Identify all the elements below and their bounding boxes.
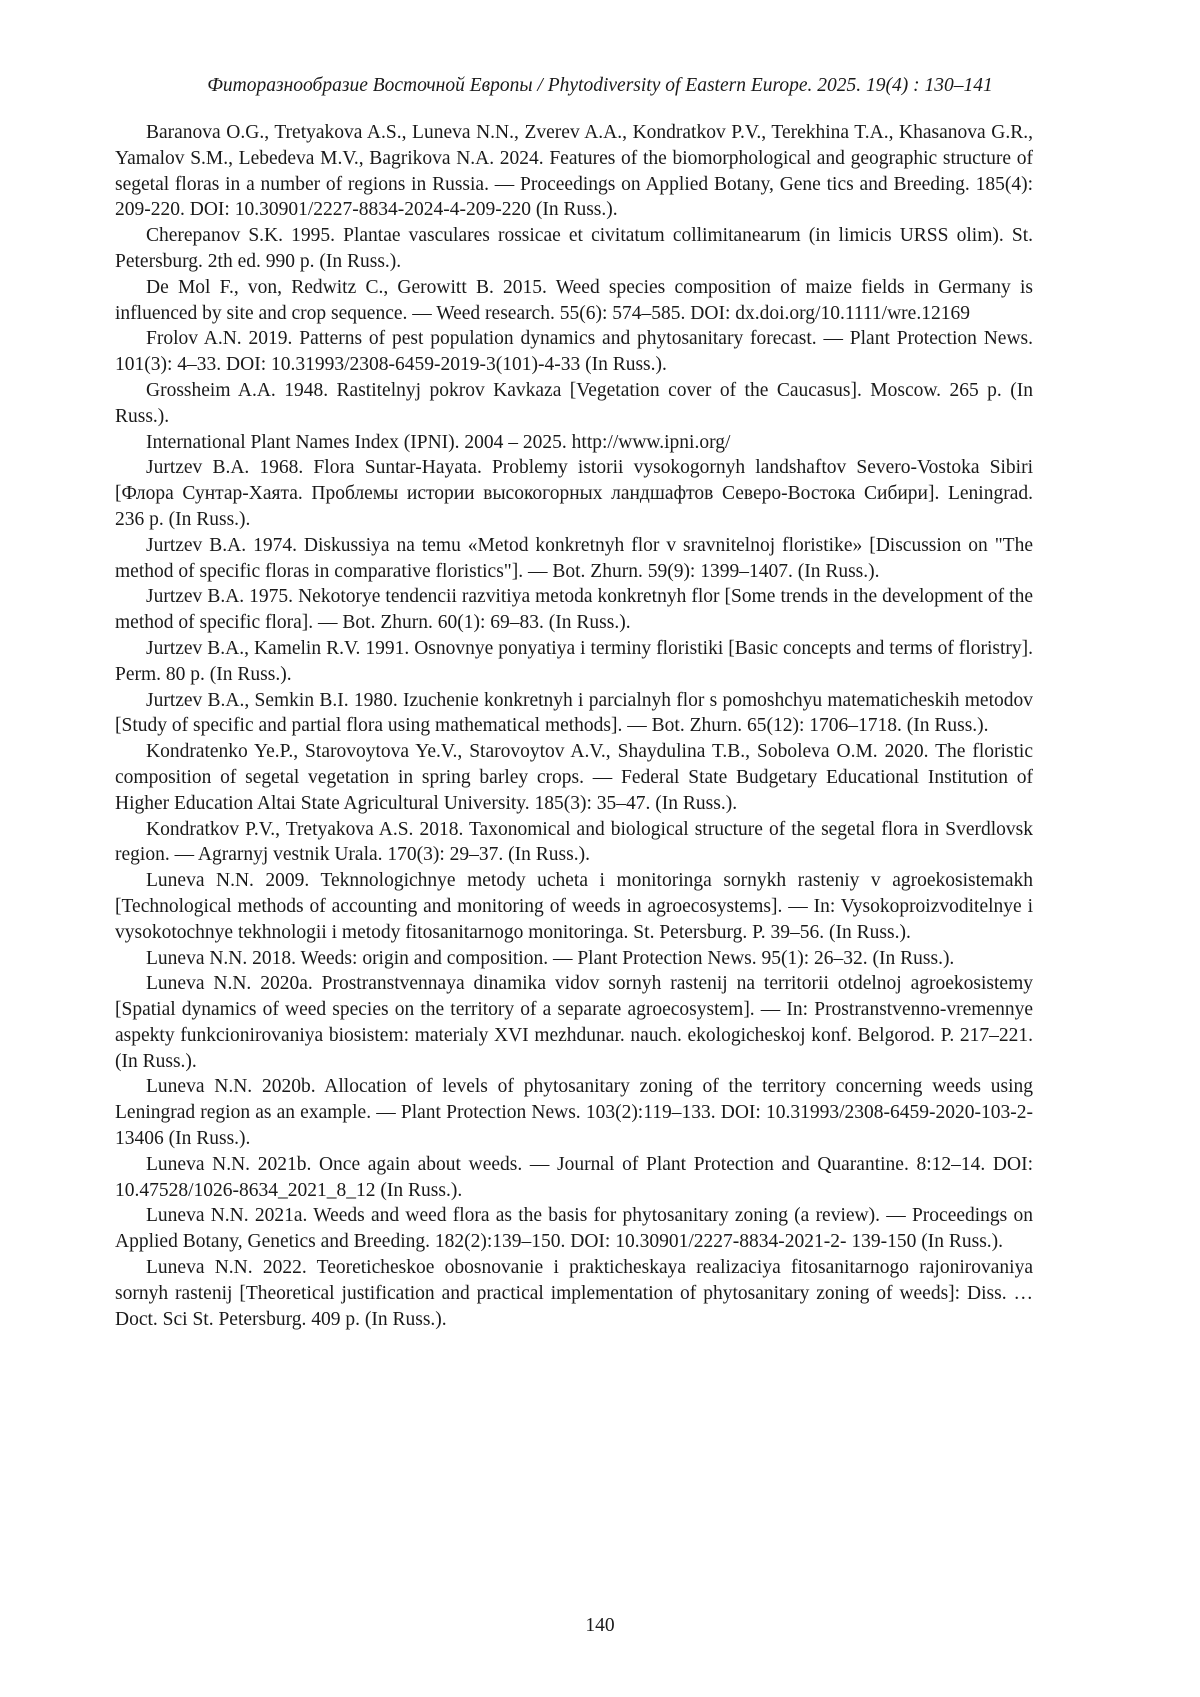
reference-luneva-2021a: Luneva N.N. 2021a. Weeds and weed flora as the basis for phytosanitary zoning (a review). — Proceedings on Applied Botany, Genetics and Breeding. 182(2):139–150. DOI: 10.30901/2227-8834-2021-2- 139-150 (In Russ.). [115, 1203, 1033, 1255]
reference-cherepanov-1995: Cherepanov S.K. 1995. Plantae vasculares rossicae et civitatum collimitanearum (in limicis URSS olim). St. Petersburg. 2th ed. 990 p. (In Russ.). [115, 223, 1033, 275]
reference-luneva-2022: Luneva N.N. 2022. Teoreticheskoe obosnovanie i prakticheskaya realizaciya fitosanitarnogo rajonirovaniya sornyh rastenij [Theoretical justification and practical implementation of phytosanitary zoning of weeds]: Diss. … Doct. Sci St. Petersburg. 409 p. (In Russ.). [115, 1255, 1033, 1332]
reference-de-mol-2015: De Mol F., von, Redwitz C., Gerowitt B. 2015. Weed species composition of maize fields in Germany is influenced by site and crop sequence. — Weed research. 55(6): 574–585. DOI: dx.doi.org/10.1111/wre.12169 [115, 275, 1033, 327]
reference-jurtzev-semkin-1980: Jurtzev B.A., Semkin B.I. 1980. Izuchenie konkretnyh i parcialnyh flor s pomoshchyu matematicheskih metodov [Study of specific and partial flora using mathematical methods]. — Bot. Zhurn. 65(12): 1706–1718. (In Russ.). [115, 688, 1033, 740]
reference-frolov-2019: Frolov A.N. 2019. Patterns of pest population dynamics and phytosanitary forecast. — Plant Protection News. 101(3): 4–33. DOI: 10.31993/2308-6459-2019-3(101)-4-33 (In Russ.). [115, 326, 1033, 378]
reference-kondratkov-2018: Kondratkov P.V., Tretyakova A.S. 2018. Taxonomical and biological structure of the segetal flora in Sverdlovsk region. — Agrarnyj vestnik Urala. 170(3): 29–37. (In Russ.). [115, 817, 1033, 869]
reference-grossheim-1948: Grossheim A.A. 1948. Rastitelnyj pokrov Kavkaza [Vegetation cover of the Caucasus]. Moscow. 265 p. (In Russ.). [115, 378, 1033, 430]
reference-jurtzev-1968: Jurtzev B.A. 1968. Flora Suntar-Hayata. Problemy istorii vysokogornyh landshaftov Severo-Vostoka Sibiri [Флора Сунтар-Хаята. Проблемы истории высокогорных ландшафтов Северо-Востока Сибири]. Leningrad. 236 p. (In Russ.). [115, 455, 1033, 532]
reference-luneva-2021b: Luneva N.N. 2021b. Once again about weeds. — Journal of Plant Protection and Quarantine. 8:12–14. DOI: 10.47528/1026-8634_2021_8_12 (In Russ.). [115, 1152, 1033, 1204]
reference-luneva-2020a: Luneva N.N. 2020a. Prostranstvennaya dinamika vidov sornyh rastenij na territorii otdelnoj agroekosistemy [Spatial dynamics of weed species on the territory of a separate agroecosystem]. — In: Prostranstvenno-vremennye aspekty funkcionirovaniya biosistem: materialy XVI mezhdunar. nauch. ekologicheskoj konf. Belgorod. P. 217–221. (In Russ.). [115, 971, 1033, 1074]
running-header: Фиторазнообразие Восточной Европы / Phytodiversity of Eastern Europe. 2025. 19(4) : 130–141 [0, 74, 1200, 98]
reference-jurtzev-1974: Jurtzev B.A. 1974. Diskussiya na temu «Metod konkretnyh flor v sravnitelnoj floristike» [Discussion on "The method of specific floras in comparative floristics"]. — Bot. Zhurn. 59(9): 1399–1407. (In Russ.). [115, 533, 1033, 585]
page-number: 140 [0, 1614, 1200, 1638]
reference-luneva-2020b: Luneva N.N. 2020b. Allocation of levels of phytosanitary zoning of the territory concerning weeds using Leningrad region as an example. — Plant Protection News. 103(2):119–133. DOI: 10.31993/2308-6459-2020-103-2-13406 (In Russ.). [115, 1074, 1033, 1151]
reference-kondratenko-2020: Kondratenko Ye.P., Starovoytova Ye.V., Starovoytov A.V., Shaydulina T.B., Soboleva O.M. 2020. The floristic composition of segetal vegetation in spring barley crops. — Federal State Budgetary Educational Institution of Higher Education Altai State Agricultural University. 185(3): 35–47. (In Russ.). [115, 739, 1033, 816]
reference-ipni-2025: International Plant Names Index (IPNI). 2004 – 2025. http://www.ipni.org/ [115, 430, 1033, 456]
reference-luneva-2009: Luneva N.N. 2009. Teknnologichnye metody ucheta i monitoringa sornykh rasteniy v agroekosistemakh [Technological methods of accounting and monitoring of weeds in agroecosystems]. — In: Vysokoproizvoditelnye i vysokotochnye tekhnologii i metody fitosanitarnogo monitoringa. St. Petersburg. P. 39–56. (In Russ.). [115, 868, 1033, 945]
reference-luneva-2018: Luneva N.N. 2018. Weeds: origin and composition. — Plant Protection News. 95(1): 26–32. (In Russ.). [115, 946, 1033, 972]
reference-jurtzev-kamelin-1991: Jurtzev B.A., Kamelin R.V. 1991. Osnovnye ponyatiya i terminy floristiki [Basic concepts and terms of floristry]. Perm. 80 p. (In Russ.). [115, 636, 1033, 688]
reference-baranova-2024: Baranova O.G., Tretyakova A.S., Luneva N.N., Zverev A.A., Kondratkov P.V., Terekhina T.A., Khasanova G.R., Yamalov S.M., Lebedeva M.V., Bagrikova N.A. 2024. Features of the biomorphological and geographic structure of segetal floras in a number of regions in Russia. — Proceedings on Applied Botany, Gene tics and Breeding. 185(4): 209-220. DOI: 10.30901/2227-8834-2024-4-209-220 (In Russ.). [115, 120, 1033, 223]
reference-jurtzev-1975: Jurtzev B.A. 1975. Nekotorye tendencii razvitiya metoda konkretnyh flor [Some trends in the development of the method of specific flora]. — Bot. Zhurn. 60(1): 69–83. (In Russ.). [115, 584, 1033, 636]
reference-list [115, 120, 1033, 1332]
